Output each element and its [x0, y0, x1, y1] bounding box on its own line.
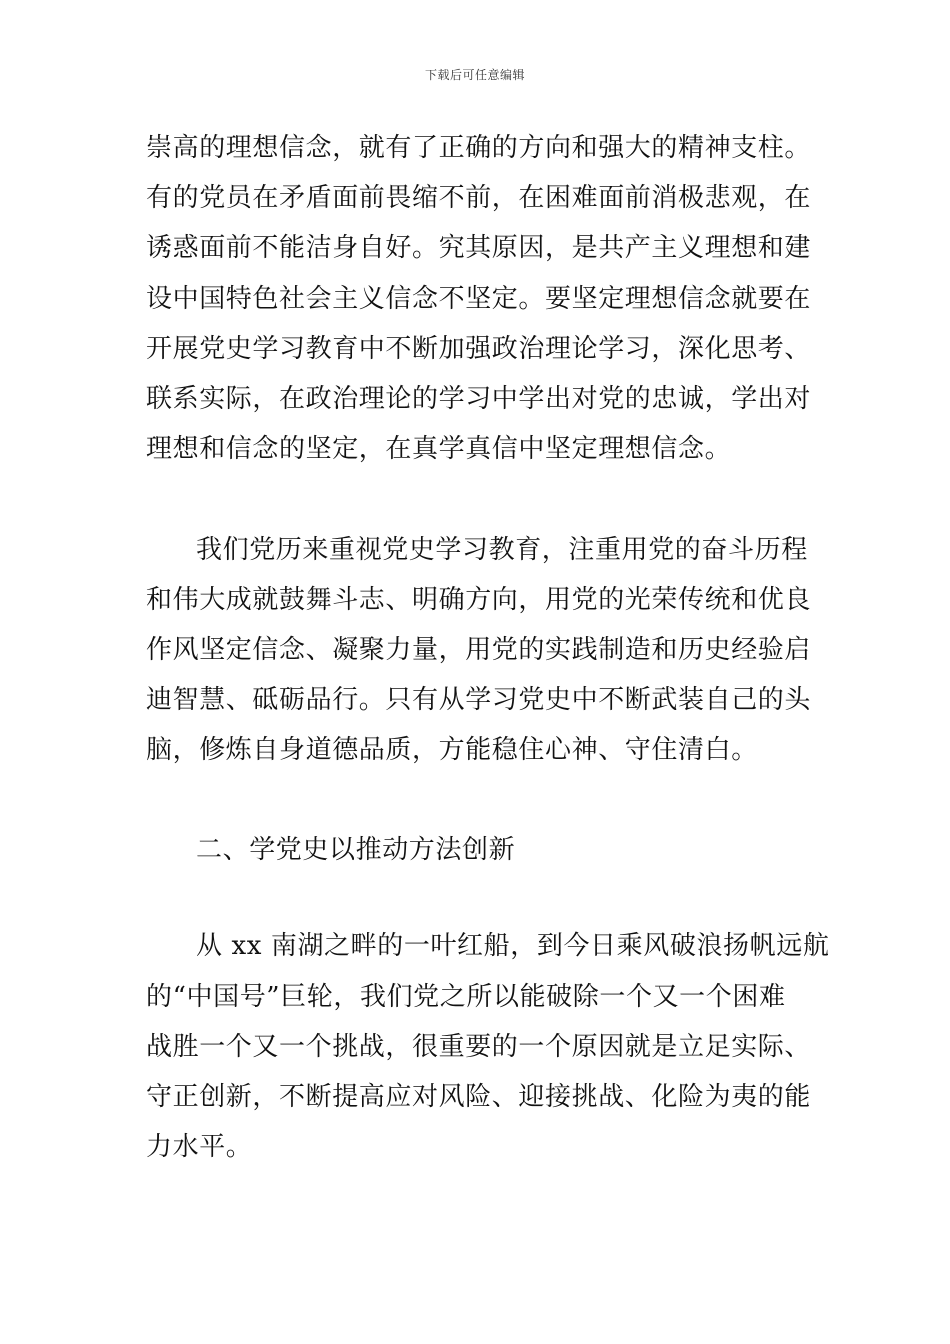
paragraph-line: 理想和信念的坚定，在真学真信中坚定理想信念。 [146, 434, 732, 464]
paragraph-line: 设中国特色社会主义信念不坚定。要坚定理想信念就要在 [146, 284, 812, 314]
paragraph-line: 脑，修炼自身道德品质，方能稳住心神、守住清白。 [146, 735, 758, 765]
paragraph-line: 诱惑面前不能洁身自好。究其原因，是共产主义理想和建 [146, 233, 812, 263]
paragraph-line: 有的党员在矛盾面前畏缩不前，在困难面前消极悲观，在 [146, 183, 812, 213]
paragraph-line: 开展党史学习教育中不断加强政治理论学习，深化思考、 [146, 334, 812, 364]
paragraph-line: 和伟大成就鼓舞斗志、明确方向，用党的光荣传统和优良 [146, 585, 812, 615]
paragraph-line: 联系实际，在政治理论的学习中学出对党的忠诚，学出对 [146, 384, 812, 414]
paragraph-line: 我们党历来重视党史学习教育，注重用党的奋斗历程 [196, 535, 808, 565]
paragraph-line: 战胜一个又一个挑战，很重要的一个原因就是立足实际、 [146, 1032, 812, 1062]
section-heading: 二、学党史以推动方法创新 [196, 835, 516, 865]
paragraph-line: 力水平。 [146, 1132, 253, 1162]
paragraph-line: 守正创新，不断提高应对风险、迎接挑战、化险为夷的能 [146, 1082, 812, 1112]
page-header: 下载后可任意编辑 [424, 68, 525, 82]
paragraph-line: 崇高的理想信念，就有了正确的方向和强大的精神支柱。 [146, 133, 812, 163]
paragraph-line: 迪智慧、砥砺品行。只有从学习党史中不断武装自己的头 [146, 685, 812, 715]
paragraph-line: 作风坚定信念、凝聚力量，用党的实践制造和历史经验启 [146, 635, 812, 665]
paragraph-line: 的“中国号”巨轮，我们党之所以能破除一个又一个困难 [146, 982, 786, 1012]
paragraph-line: 从 xx 南湖之畔的一叶红船，到今日乘风破浪扬帆远航 [196, 931, 830, 961]
